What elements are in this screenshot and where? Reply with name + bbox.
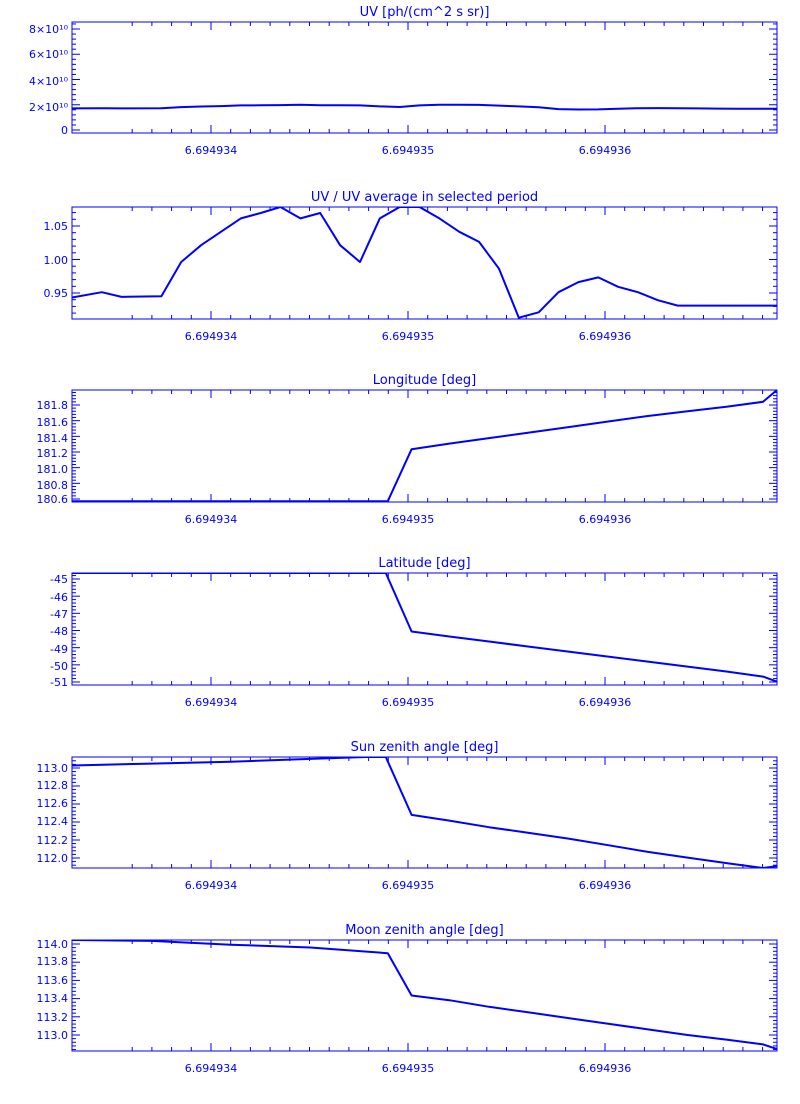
series-line-1 bbox=[72, 105, 777, 110]
x-tick-label: 6.694935 bbox=[381, 1062, 435, 1075]
chart-title: UV / UV average in selected period bbox=[310, 190, 539, 205]
plot-frame bbox=[72, 757, 777, 868]
y-tick-label: 112.2 bbox=[36, 834, 68, 847]
y-tick-label: 181.4 bbox=[36, 432, 68, 445]
y-tick-label: 181.0 bbox=[36, 463, 68, 476]
y-tick-label: -46 bbox=[50, 591, 68, 604]
x-tick-label: 6.694936 bbox=[578, 513, 632, 526]
y-tick-label: 181.6 bbox=[36, 416, 68, 429]
y-tick-label: 180.6 bbox=[36, 493, 68, 506]
y-tick-label: 181.8 bbox=[36, 399, 68, 412]
y-tick-label: -48 bbox=[50, 625, 68, 638]
y-tick-label: 1.00 bbox=[43, 254, 68, 267]
y-tick-label: 113.8 bbox=[36, 955, 68, 968]
y-tick-label: 114.0 bbox=[36, 938, 68, 951]
x-tick-label: 6.694934 bbox=[184, 879, 238, 892]
series-line-1 bbox=[72, 573, 777, 682]
chart-panel-2 bbox=[44, 190, 778, 343]
plot-frame bbox=[72, 390, 777, 502]
chart-title: Longitude [deg] bbox=[372, 373, 477, 388]
chart-panel-6 bbox=[37, 923, 778, 1075]
y-tick-label: -50 bbox=[50, 660, 68, 673]
y-tick-label: 8×10¹⁰ bbox=[28, 23, 68, 36]
y-tick-label: 113.0 bbox=[36, 762, 68, 775]
x-tick-label: 6.694936 bbox=[578, 330, 632, 343]
series-line-1 bbox=[72, 940, 777, 1049]
y-tick-label: 180.8 bbox=[36, 479, 68, 492]
x-tick-label: 6.694935 bbox=[381, 144, 435, 157]
x-tick-label: 6.694934 bbox=[184, 1062, 238, 1075]
y-tick-label: -47 bbox=[50, 608, 68, 621]
chart-title: Moon zenith angle [deg] bbox=[345, 923, 504, 938]
chart-panel-5 bbox=[37, 740, 778, 892]
x-tick-label: 6.694936 bbox=[578, 696, 632, 709]
series-line-1 bbox=[72, 390, 777, 501]
chart-panel-3 bbox=[37, 373, 778, 526]
y-tick-label: 113.6 bbox=[36, 974, 68, 987]
x-tick-label: 6.694936 bbox=[578, 144, 632, 157]
x-tick-label: 6.694934 bbox=[184, 144, 238, 157]
x-tick-label: 6.694934 bbox=[184, 513, 238, 526]
y-tick-label: 113.0 bbox=[36, 1029, 68, 1042]
y-tick-label: 4×10¹⁰ bbox=[28, 75, 68, 88]
y-tick-label: -49 bbox=[50, 643, 68, 656]
x-tick-label: 6.694936 bbox=[578, 1062, 632, 1075]
series-line-1 bbox=[72, 757, 777, 868]
plot-frame bbox=[72, 207, 777, 319]
x-tick-label: 6.694935 bbox=[381, 696, 435, 709]
chart-title: UV [ph/(cm^2 s sr)] bbox=[359, 5, 490, 20]
series-line-1 bbox=[72, 207, 777, 318]
x-tick-label: 6.694935 bbox=[381, 513, 435, 526]
plot-frame bbox=[72, 573, 777, 685]
chart-title: Latitude [deg] bbox=[378, 556, 471, 571]
y-tick-label: 1.05 bbox=[43, 220, 68, 233]
y-tick-label: 112.0 bbox=[36, 852, 68, 865]
chart-panel-4 bbox=[50, 556, 777, 709]
chart-panel-1 bbox=[29, 5, 777, 157]
y-tick-label: -45 bbox=[50, 573, 68, 586]
plot-frame bbox=[72, 940, 777, 1051]
y-tick-label: 112.4 bbox=[36, 815, 68, 828]
y-tick-label: 112.6 bbox=[36, 797, 68, 810]
y-tick-label: 6×10¹⁰ bbox=[28, 48, 68, 61]
x-tick-label: 6.694934 bbox=[184, 696, 238, 709]
x-tick-label: 6.694936 bbox=[578, 879, 632, 892]
y-tick-label: 2×10¹⁰ bbox=[28, 101, 68, 114]
plot-frame bbox=[72, 22, 777, 133]
y-tick-label: -51 bbox=[50, 676, 68, 689]
y-tick-label: 113.2 bbox=[36, 1011, 68, 1024]
y-tick-label: 181.2 bbox=[36, 447, 68, 460]
y-tick-label: 112.8 bbox=[36, 779, 68, 792]
chart-title: Sun zenith angle [deg] bbox=[350, 740, 499, 755]
x-tick-label: 6.694934 bbox=[184, 330, 238, 343]
y-tick-label: 0 bbox=[61, 124, 68, 137]
y-tick-label: 0.95 bbox=[43, 287, 68, 300]
x-tick-label: 6.694935 bbox=[381, 879, 435, 892]
x-tick-label: 6.694935 bbox=[381, 330, 435, 343]
y-tick-label: 113.4 bbox=[36, 992, 68, 1005]
